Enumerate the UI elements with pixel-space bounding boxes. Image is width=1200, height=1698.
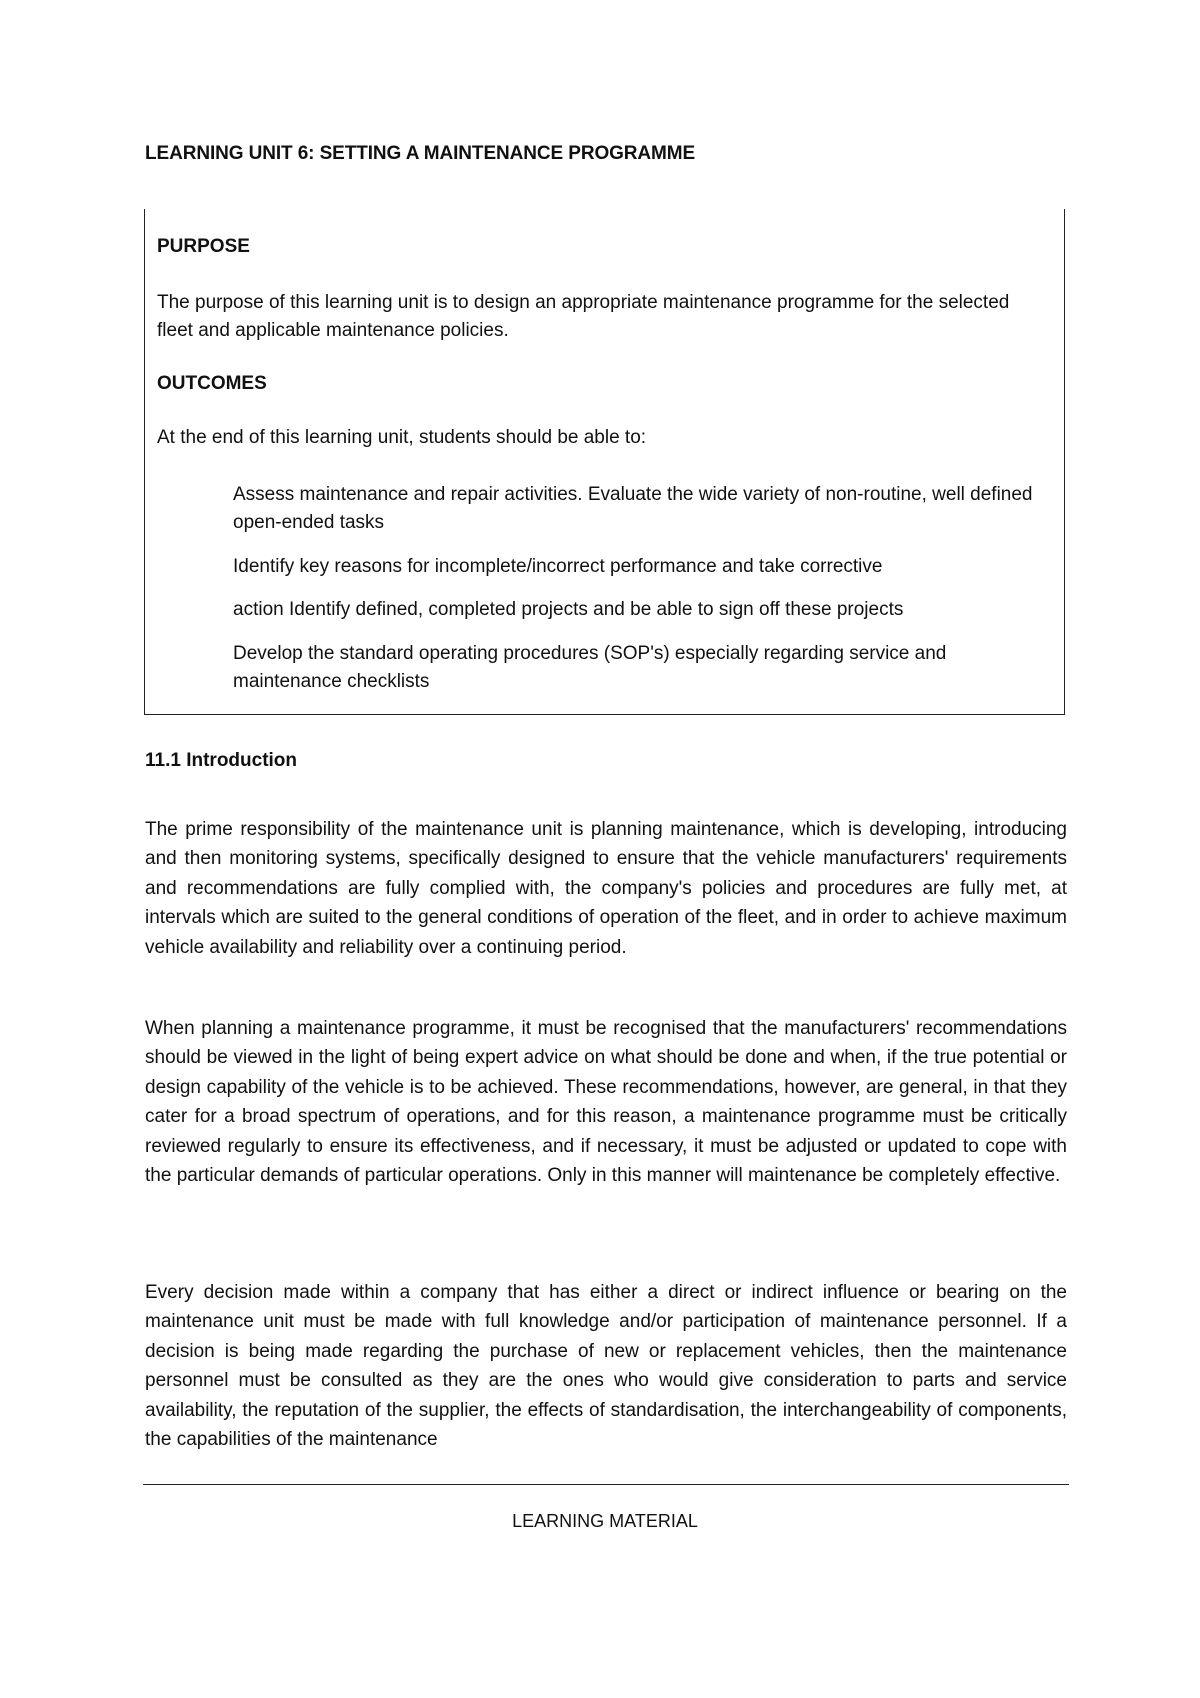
outcome-item: action Identify defined, completed projects and be able to sign off these projects bbox=[233, 599, 904, 620]
footer-label: LEARNING MATERIAL bbox=[512, 1511, 698, 1531]
body-paragraph: The prime responsibility of the maintenance unit is planning maintenance, which is developing, introducing and then monitoring systems, specifically designed to ensure that the vehicle manufacturers' requirements and recommendations are fully complied with, the company's policies and procedures are fully met, at intervals which are suited to the general conditions of operation of the fleet, and in order to achieve maximum vehicle availability and reliability over a continuing period. bbox=[145, 819, 1067, 958]
purpose-text: The purpose of this learning unit is to design an appropriate maintenance programme for the selected fleet and applicable maintenance policies. bbox=[157, 292, 1010, 341]
outcomes-intro: At the end of this learning unit, students should be able to: bbox=[157, 427, 647, 448]
page-title: LEARNING UNIT 6: SETTING A MAINTENANCE PROGRAMME bbox=[145, 143, 696, 164]
outcome-item: Develop the standard operating procedures (SOP's) especially regarding service and maintenance checklists bbox=[233, 643, 947, 692]
outcomes-heading: OUTCOMES bbox=[157, 373, 267, 394]
footer-divider bbox=[143, 1484, 1069, 1485]
body-paragraph: When planning a maintenance programme, it must be recognised that the manufacturers' recommendations should be viewed in the light of being expert advice on what should be done and when, if the true potential or design capability of the vehicle is to be achieved. These recommendations, however, are general, in that they cater for a broad spectrum of operations, and for this reason, a maintenance programme must be critically reviewed regularly to ensure its effectiveness, and if necessary, it must be adjusted or updated to cope with the particular demands of particular operations. Only in this manner will maintenance be completely effective. bbox=[145, 1018, 1067, 1187]
body-paragraph: Every decision made within a company that has either a direct or indirect influence or bearing on the maintenance unit must be made with full knowledge and/or participation of maintenance personnel. If a decision is being made regarding the purchase of new or replacement vehicles, then the maintenance personnel must be consulted as they are the ones who would give consideration to parts and service availability, the reputation of the supplier, the effects of standardisation, the interchangeability of components, the capabilities of the maintenance bbox=[145, 1282, 1067, 1451]
outcome-item: Assess maintenance and repair activities. Evaluate the wide variety of non-routine, well defined open-ended tasks bbox=[233, 484, 1033, 533]
outcome-item: Identify key reasons for incomplete/incorrect performance and take corrective bbox=[233, 556, 883, 577]
purpose-heading: PURPOSE bbox=[157, 236, 250, 257]
purpose-outcomes-box bbox=[144, 209, 1065, 715]
section-heading: 11.1 Introduction bbox=[145, 750, 298, 771]
